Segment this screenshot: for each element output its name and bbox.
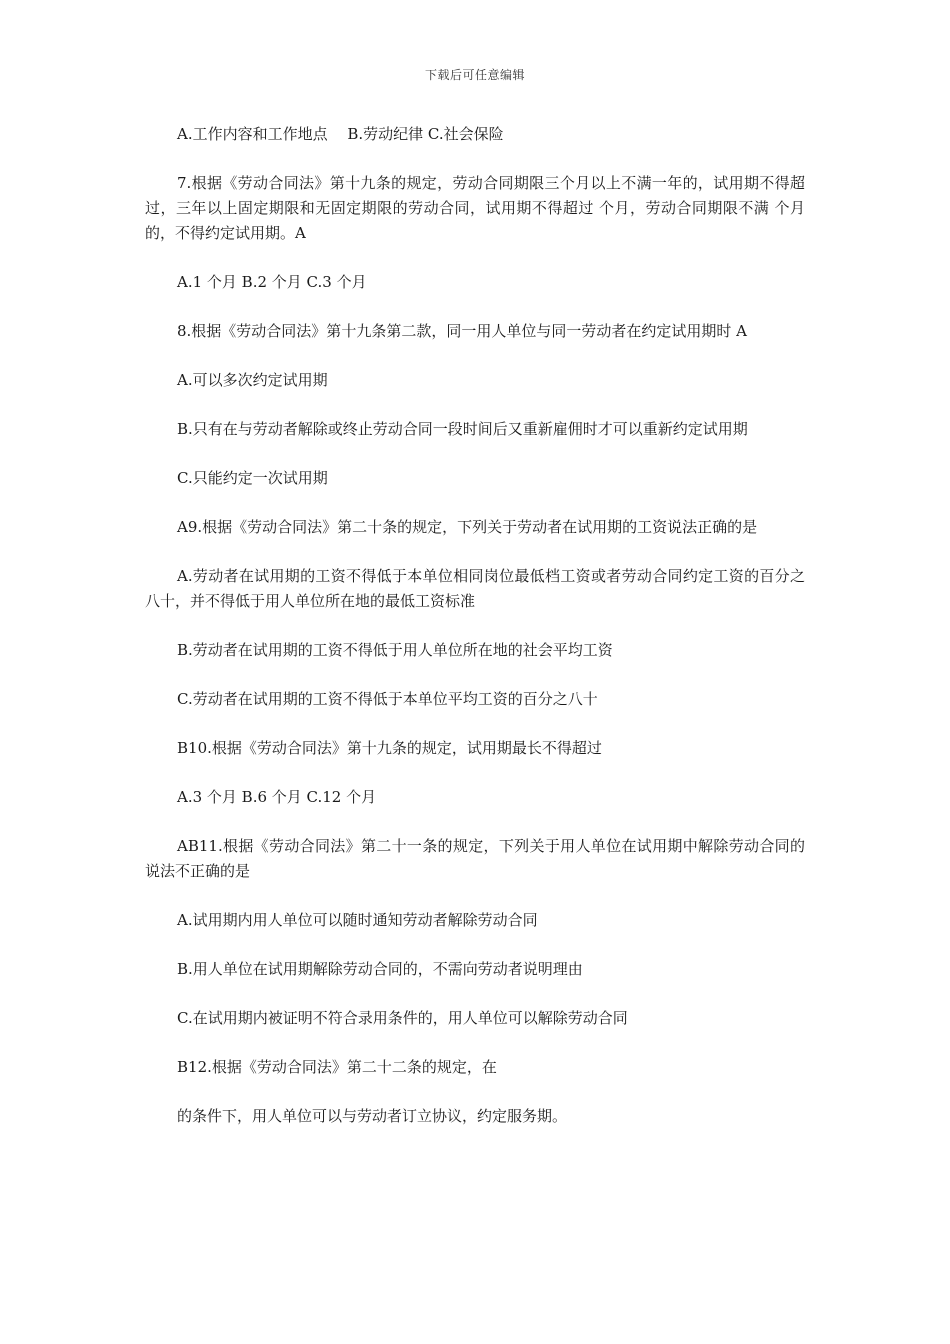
option-c-q9: C.劳动者在试用期的工资不得低于本单位平均工资的百分之八十	[177, 690, 598, 708]
question-9: A9.根据《劳动合同法》第二十条的规定，下列关于劳动者在试用期的工资说法正确的是	[177, 518, 758, 536]
question-12-continued: 的条件下，用人单位可以与劳动者订立协议，约定服务期。	[177, 1107, 568, 1125]
question-10: B10.根据《劳动合同法》第十九条的规定，试用期最长不得超过	[177, 739, 602, 757]
option-c-q8: C.只能约定一次试用期	[177, 469, 328, 487]
option-b-q9: B.劳动者在试用期的工资不得低于用人单位所在地的社会平均工资	[177, 641, 613, 659]
option-b-q8: B.只有在与劳动者解除或终止劳动合同一段时间后又重新雇佣时才可以重新约定试用期	[177, 420, 748, 438]
page-header-note: 下载后可任意编辑	[424, 68, 525, 82]
question-11: AB11.根据《劳动合同法》第二十一条的规定，下列关于用人单位在试用期中解除劳动合同的说法不正确的是	[145, 837, 805, 880]
options-q10: A.3 个月 B.6 个月 C.12 个月	[177, 788, 377, 806]
question-8: 8.根据《劳动合同法》第十九条第二款，同一用人单位与同一劳动者在约定试用期时 A	[177, 322, 747, 340]
option-line-q6: A.工作内容和工作地点 B.劳动纪律 C.社会保险	[177, 125, 504, 143]
option-a-q8: A.可以多次约定试用期	[177, 371, 328, 389]
options-q7: A.1 个月 B.2 个月 C.3 个月	[177, 273, 367, 291]
option-b-q11: B.用人单位在试用期解除劳动合同的，不需向劳动者说明理由	[177, 960, 583, 978]
document-body	[145, 122, 805, 1153]
option-a-q11: A.试用期内用人单位可以随时通知劳动者解除劳动合同	[177, 911, 538, 929]
question-7: 7.根据《劳动合同法》第十九条的规定，劳动合同期限三个月以上不满一年的，试用期不得超过，三年以上固定期限和无固定期限的劳动合同，试用期不得超过 个月，劳动合同期限不满 个月的，不得约定试用期。A	[145, 174, 805, 242]
option-a-q9: A.劳动者在试用期的工资不得低于本单位相同岗位最低档工资或者劳动合同约定工资的百分之八十，并不得低于用人单位所在地的最低工资标准	[145, 567, 805, 610]
question-12: B12.根据《劳动合同法》第二十二条的规定，在	[177, 1058, 497, 1076]
option-c-q11: C.在试用期内被证明不符合录用条件的，用人单位可以解除劳动合同	[177, 1009, 628, 1027]
